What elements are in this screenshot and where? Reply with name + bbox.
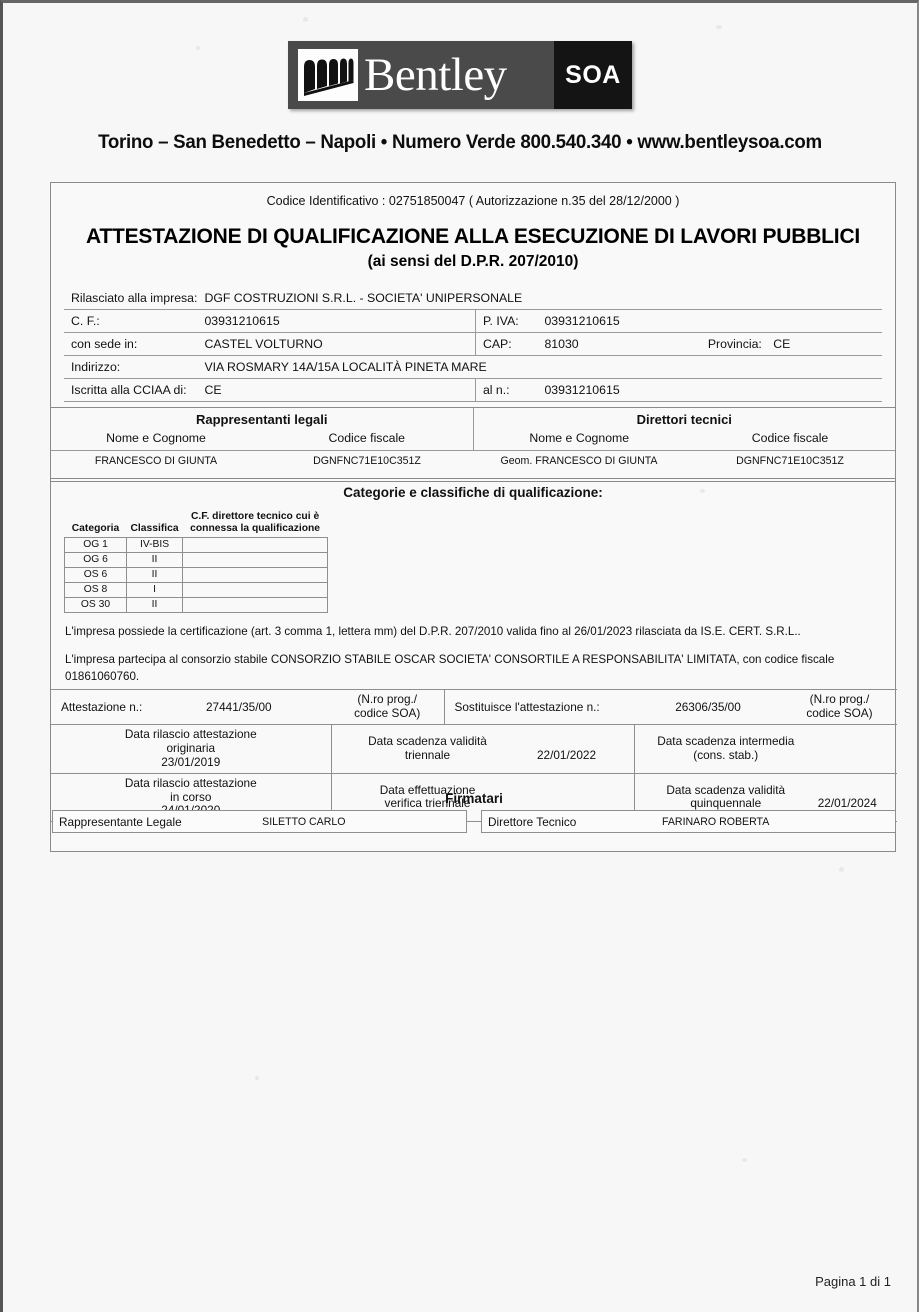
table-row bbox=[64, 379, 882, 402]
cell-cf bbox=[183, 597, 328, 612]
legal-representative-signature-box bbox=[52, 810, 467, 833]
certification-note: L'impresa possiede la certificazione (art. 3 comma 1, lettera mm) del D.P.R. 207/2010 valida fino al 26/01/2023 rilasciata da IS.E. CERT. S.R.L.. bbox=[65, 624, 801, 638]
page-number: Pagina 1 di 1 bbox=[815, 1274, 891, 1289]
table-row bbox=[65, 597, 328, 612]
scan-speckle bbox=[196, 46, 200, 50]
table-row bbox=[64, 333, 882, 356]
technical-name-header: Nome e Cognome bbox=[473, 429, 685, 451]
table-row bbox=[65, 537, 328, 552]
arches-logo-icon bbox=[298, 49, 358, 101]
original-issue-value: 23/01/2019 bbox=[161, 754, 221, 769]
seat-label: con sede in: bbox=[64, 333, 197, 356]
cell-classifica: II bbox=[127, 552, 183, 567]
technical-director-signature-box bbox=[481, 810, 896, 833]
legal-rep-cf: DGNFNC71E10C351Z bbox=[313, 455, 421, 467]
issued-to-value: DGF COSTRUZIONI S.R.L. - SOCIETA' UNIPERSONALE bbox=[197, 287, 882, 310]
cell-cf bbox=[183, 537, 328, 552]
replaces-value: 26306/35/00 bbox=[634, 690, 782, 725]
table-row bbox=[64, 356, 882, 379]
triennial-expiry-label bbox=[331, 724, 634, 773]
categories-section-title: Categorie e classifiche di qualificazione: bbox=[343, 485, 603, 500]
table-row bbox=[64, 310, 882, 333]
technical-director-name: Geom. FRANCESCO DI GIUNTA bbox=[500, 455, 658, 467]
original-issue-label bbox=[51, 724, 331, 773]
cell-classifica: I bbox=[127, 582, 183, 597]
ccia-label: Iscritta alla CCIAA di: bbox=[64, 379, 197, 402]
bentley-soa-logo bbox=[288, 41, 632, 109]
quinquennial-expiry-label-line1: Data scadenza validità bbox=[666, 782, 786, 797]
table-row bbox=[51, 690, 897, 725]
header-classifica: Classifica bbox=[130, 522, 179, 534]
qualification-frame bbox=[50, 481, 896, 852]
attestation-number-label: Attestazione n.: bbox=[51, 690, 201, 725]
consortium-note: L'impresa partecipa al consorzio stabile CONSORZIO STABILE OSCAR SOCIETA' CONSORTILE A RESPONSABILITA' LIMITATA, con codice fiscale 01861060760. bbox=[65, 653, 835, 683]
scan-speckle bbox=[700, 489, 705, 493]
scan-speckle bbox=[742, 1158, 747, 1162]
header-categoria: Categoria bbox=[71, 522, 120, 534]
legal-name-header: Nome e Cognome bbox=[51, 429, 261, 451]
logo-wordmark: Bentley bbox=[364, 49, 507, 101]
certificate-title: ATTESTAZIONE DI QUALIFICAZIONE ALLA ESECUZIONE DI LAVORI PUBBLICI bbox=[85, 225, 861, 248]
replaces-code-note bbox=[782, 690, 897, 725]
cell-cf bbox=[183, 567, 328, 582]
technical-directors-group-header: Direttori tecnici bbox=[473, 408, 895, 429]
triennial-check-label-line1: Data effettuazione bbox=[379, 782, 476, 797]
technical-cf-header: Codice fiscale bbox=[685, 429, 895, 451]
signatories-row bbox=[51, 810, 897, 833]
original-issue-label-line2: originaria bbox=[166, 740, 216, 755]
piva-value: 03931210615 bbox=[537, 310, 882, 333]
code-note-line1: (N.ro prog./ bbox=[357, 692, 418, 706]
representatives-table bbox=[51, 408, 895, 470]
cell-classifica: II bbox=[127, 567, 183, 582]
logo-soa-badge: SOA bbox=[554, 41, 632, 109]
masthead bbox=[3, 3, 917, 154]
cf-value: 03931210615 bbox=[197, 310, 475, 333]
replaces-label: Sostituisce l'attestazione n.: bbox=[444, 690, 634, 725]
table-row bbox=[65, 552, 328, 567]
intermediate-expiry-label bbox=[634, 724, 897, 773]
provincia-value: CE bbox=[773, 337, 791, 351]
current-issue-label-line2: in corso bbox=[170, 789, 212, 804]
table-row bbox=[51, 724, 897, 773]
original-issue-label-line1: Data rilascio attestazione bbox=[124, 726, 257, 741]
cell-cf bbox=[183, 552, 328, 567]
cell-categoria: OS 30 bbox=[65, 597, 127, 612]
scan-speckle bbox=[716, 25, 722, 29]
cell-categoria: OG 1 bbox=[65, 537, 127, 552]
triennial-expiry-label-line2: triennale bbox=[404, 747, 451, 762]
categories-table bbox=[64, 511, 328, 613]
code-note-line2: codice SOA) bbox=[806, 705, 873, 720]
representatives-frame bbox=[50, 407, 896, 479]
cell-categoria: OG 6 bbox=[65, 552, 127, 567]
legal-representative-label: Rappresentante Legale bbox=[59, 814, 182, 829]
quinquennial-expiry-value: 22/01/2024 bbox=[817, 796, 877, 811]
quinquennial-expiry-label-line2: quinquennale bbox=[690, 796, 762, 811]
current-issue-label-line1: Data rilascio attestazione bbox=[124, 775, 257, 790]
identifier-line: Codice Identificativo : 02751850047 ( Autorizzazione n.35 del 28/12/2000 ) bbox=[266, 194, 680, 208]
ccia-number-value: 03931210615 bbox=[537, 379, 882, 402]
brand-tagline: Torino – San Benedetto – Napoli • Numero Verde 800.540.340 • www.bentleysoa.com bbox=[98, 131, 822, 153]
technical-director-label: Direttore Tecnico bbox=[488, 814, 577, 829]
company-info-table bbox=[64, 287, 882, 402]
attestation-code-note bbox=[331, 690, 444, 725]
table-header-row bbox=[65, 511, 328, 537]
technical-director-cf: DGNFNC71E10C351Z bbox=[736, 455, 844, 467]
provincia-label: Provincia: bbox=[707, 337, 762, 351]
categories-body bbox=[65, 537, 328, 612]
table-row bbox=[51, 429, 895, 451]
cap-label: CAP: bbox=[475, 333, 537, 356]
address-value: VIA ROSMARY 14A/15A LOCALITÀ PINETA MARE bbox=[197, 356, 882, 379]
signatories-section-title: Firmatari bbox=[445, 791, 503, 806]
scan-speckle bbox=[303, 17, 308, 22]
triennial-expiry-label-line1: Data scadenza validità bbox=[368, 733, 487, 748]
intermediate-expiry-label-line1: Data scadenza intermedia bbox=[657, 733, 795, 748]
certificate-subtitle: (ai sensi del D.P.R. 207/2010) bbox=[367, 253, 579, 270]
cell-categoria: OS 6 bbox=[65, 567, 127, 582]
intermediate-expiry-label-line2: (cons. stab.) bbox=[693, 747, 759, 762]
table-row bbox=[51, 451, 895, 471]
address-label: Indirizzo: bbox=[64, 356, 197, 379]
cap-value: 81030 bbox=[544, 337, 579, 351]
triennial-check-label-line2: verifica triennale bbox=[384, 796, 471, 811]
cell-classifica: IV-BIS bbox=[127, 537, 183, 552]
scan-speckle bbox=[255, 1076, 259, 1080]
scan-speckle bbox=[839, 867, 844, 872]
legal-cf-header: Codice fiscale bbox=[261, 429, 473, 451]
cf-label: C. F.: bbox=[64, 310, 197, 333]
piva-label: P. IVA: bbox=[475, 310, 537, 333]
cell-categoria: OS 8 bbox=[65, 582, 127, 597]
triennial-expiry-value: 22/01/2022 bbox=[536, 747, 597, 762]
legal-reps-group-header: Rappresentanti legali bbox=[196, 412, 328, 427]
code-note-line1: (N.ro prog./ bbox=[809, 692, 870, 706]
legal-rep-name: FRANCESCO DI GIUNTA bbox=[94, 455, 218, 467]
technical-director-name: FARINARO ROBERTA bbox=[661, 815, 770, 828]
code-note-line2: codice SOA) bbox=[354, 705, 421, 720]
cell-cf bbox=[183, 582, 328, 597]
issued-to-label: Rilasciato alla impresa: bbox=[64, 287, 197, 310]
cell-classifica: II bbox=[127, 597, 183, 612]
table-row bbox=[51, 408, 895, 429]
legal-representative-name: SILETTO CARLO bbox=[262, 815, 346, 828]
seat-value: CASTEL VOLTURNO bbox=[197, 333, 475, 356]
ccia-value: CE bbox=[197, 379, 475, 402]
table-row bbox=[65, 567, 328, 582]
table-row bbox=[64, 287, 882, 310]
attestation-number-value: 27441/35/00 bbox=[201, 690, 331, 725]
table-row bbox=[65, 582, 328, 597]
header-cf-director: C.F. direttore tecnico cui è connessa la qualificazione bbox=[190, 511, 321, 534]
ccia-number-label: al n.: bbox=[475, 379, 537, 402]
